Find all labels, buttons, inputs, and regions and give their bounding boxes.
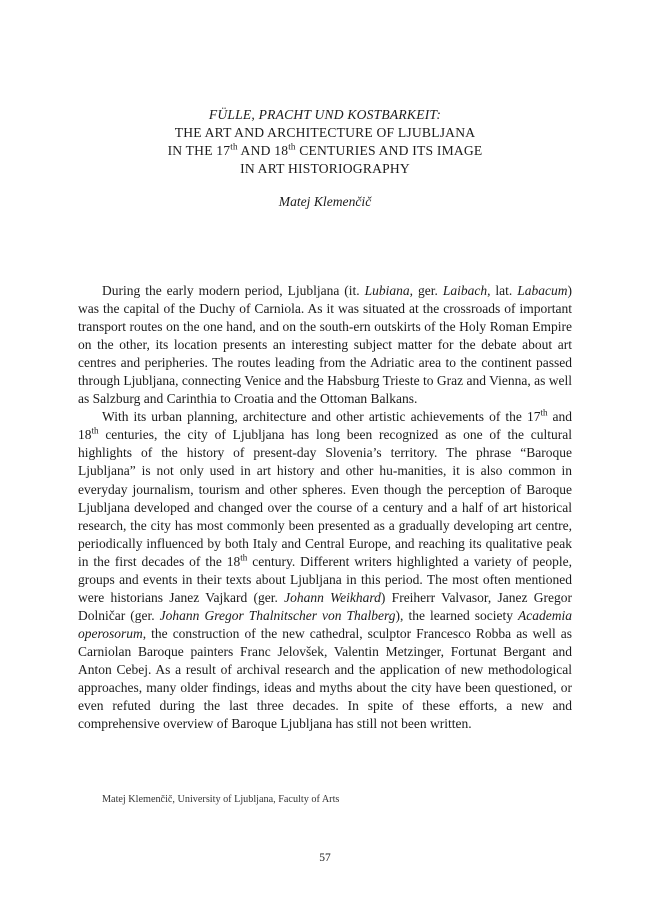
superscript: th (91, 425, 99, 436)
title-line-3-part-b: AND 18 (237, 143, 289, 158)
text-run: century. Different writers highlighted a variety of people, groups and events in their texts about Ljubljana in this period. The most often mentioned were historians Janez Vajkard (ger. (78, 553, 572, 605)
page-number: 57 (319, 852, 331, 864)
text-run: During the early modern period, Ljubljana (it. (102, 283, 365, 298)
italic-text: Johann Gregor Thalnitscher von Thalberg (159, 607, 396, 623)
title-line-3-part-c: CENTURIES AND ITS IMAGE (295, 143, 483, 158)
title-superscript-2: th (288, 141, 296, 152)
italic-text: Johann Weikhard (284, 589, 381, 605)
italic-text: Laibach (442, 283, 488, 298)
title-line-4: IN ART HISTORIOGRAPHY (240, 161, 410, 176)
text-run: ), the learned society (395, 607, 519, 623)
italic-text: Lubiana (364, 283, 410, 298)
text-run: , the construction of the new cathedral, sculptor Francesco Robba as well as Carniolan Baroque painters Franc Jelovšek, Valentin Metzinger, Fortunat Bergant and Anton Cebej. As a result of archival research and the application of new methodological approaches, many older findings, ideas and myths about the city have been questioned, or even refuted during the last three decades. In spite of these efforts, a new and comprehensive overview of Baroque Ljubljana has still not been written. (78, 625, 572, 732)
text-run: centuries, the city of Ljubljana has long been recognized as one of the cultural highlights of the history of present-day Slovenia’s territory. The phrase “Baroque Ljubljana” is not only used in art history and other hu-manities, it is also common in everyday journalism, tourism and other spheres. Even though the perception of Baroque Ljubljana developed and changed over the course of a century and a half of art historical research, the city has most commonly been presented as a gradually developing art centre, periodically influenced by both Italy and Central Europe, and reaching its qualitative peak in the first decades of the 18 (78, 427, 572, 569)
text-run: ) Freiherr Valvasor, Janez Gregor Dolničar (ger. (78, 589, 573, 623)
superscript: th (240, 552, 248, 563)
superscript: th (540, 407, 548, 418)
title-line-2: THE ART AND ARCHITECTURE OF LJUBLJANA (174, 125, 476, 140)
text-run: With its urban planning, architecture and other artistic achievements of the 17 (102, 409, 541, 425)
paragraph-2 (78, 408, 572, 733)
paragraph-1 (78, 282, 572, 408)
text-run: , ger. (409, 283, 443, 298)
text-run: and 18 (78, 409, 573, 443)
article-title (78, 106, 572, 178)
text-run: ) was the capital of the Duchy of Carniola. As it was situated at the crossroads of important transport routes on the one hand, and on the south-ern outskirts of the Holy Roman Empire on the other, its location presents an interesting subject matter for the debate about art centres and peripheries. The routes leading from the Adriatic area to the continent passed through Ljubljana, connecting Venice and the Habsburg Trieste to Graz and Vienna, as well as Salzburg and Carinthia to Croatia and the Ottoman Balkans. (78, 283, 573, 407)
title-line-3 (78, 142, 572, 160)
title-line-3-part-a: IN THE 17 (167, 143, 231, 158)
text-run: , lat. (487, 283, 518, 298)
italic-text: Labacum (517, 283, 568, 298)
title-superscript-1: th (230, 141, 238, 152)
author-affiliation-footnote: Matej Klemenčič, University of Ljubljana, Faculty of Arts (102, 794, 340, 805)
title-line-1: FÜLLE, PRACHT UND KOSTBARKEIT: (208, 107, 442, 122)
author-name: Matej Klemenčič (278, 194, 372, 209)
italic-text: Academia operosorum (78, 607, 572, 641)
body-text (78, 282, 572, 733)
